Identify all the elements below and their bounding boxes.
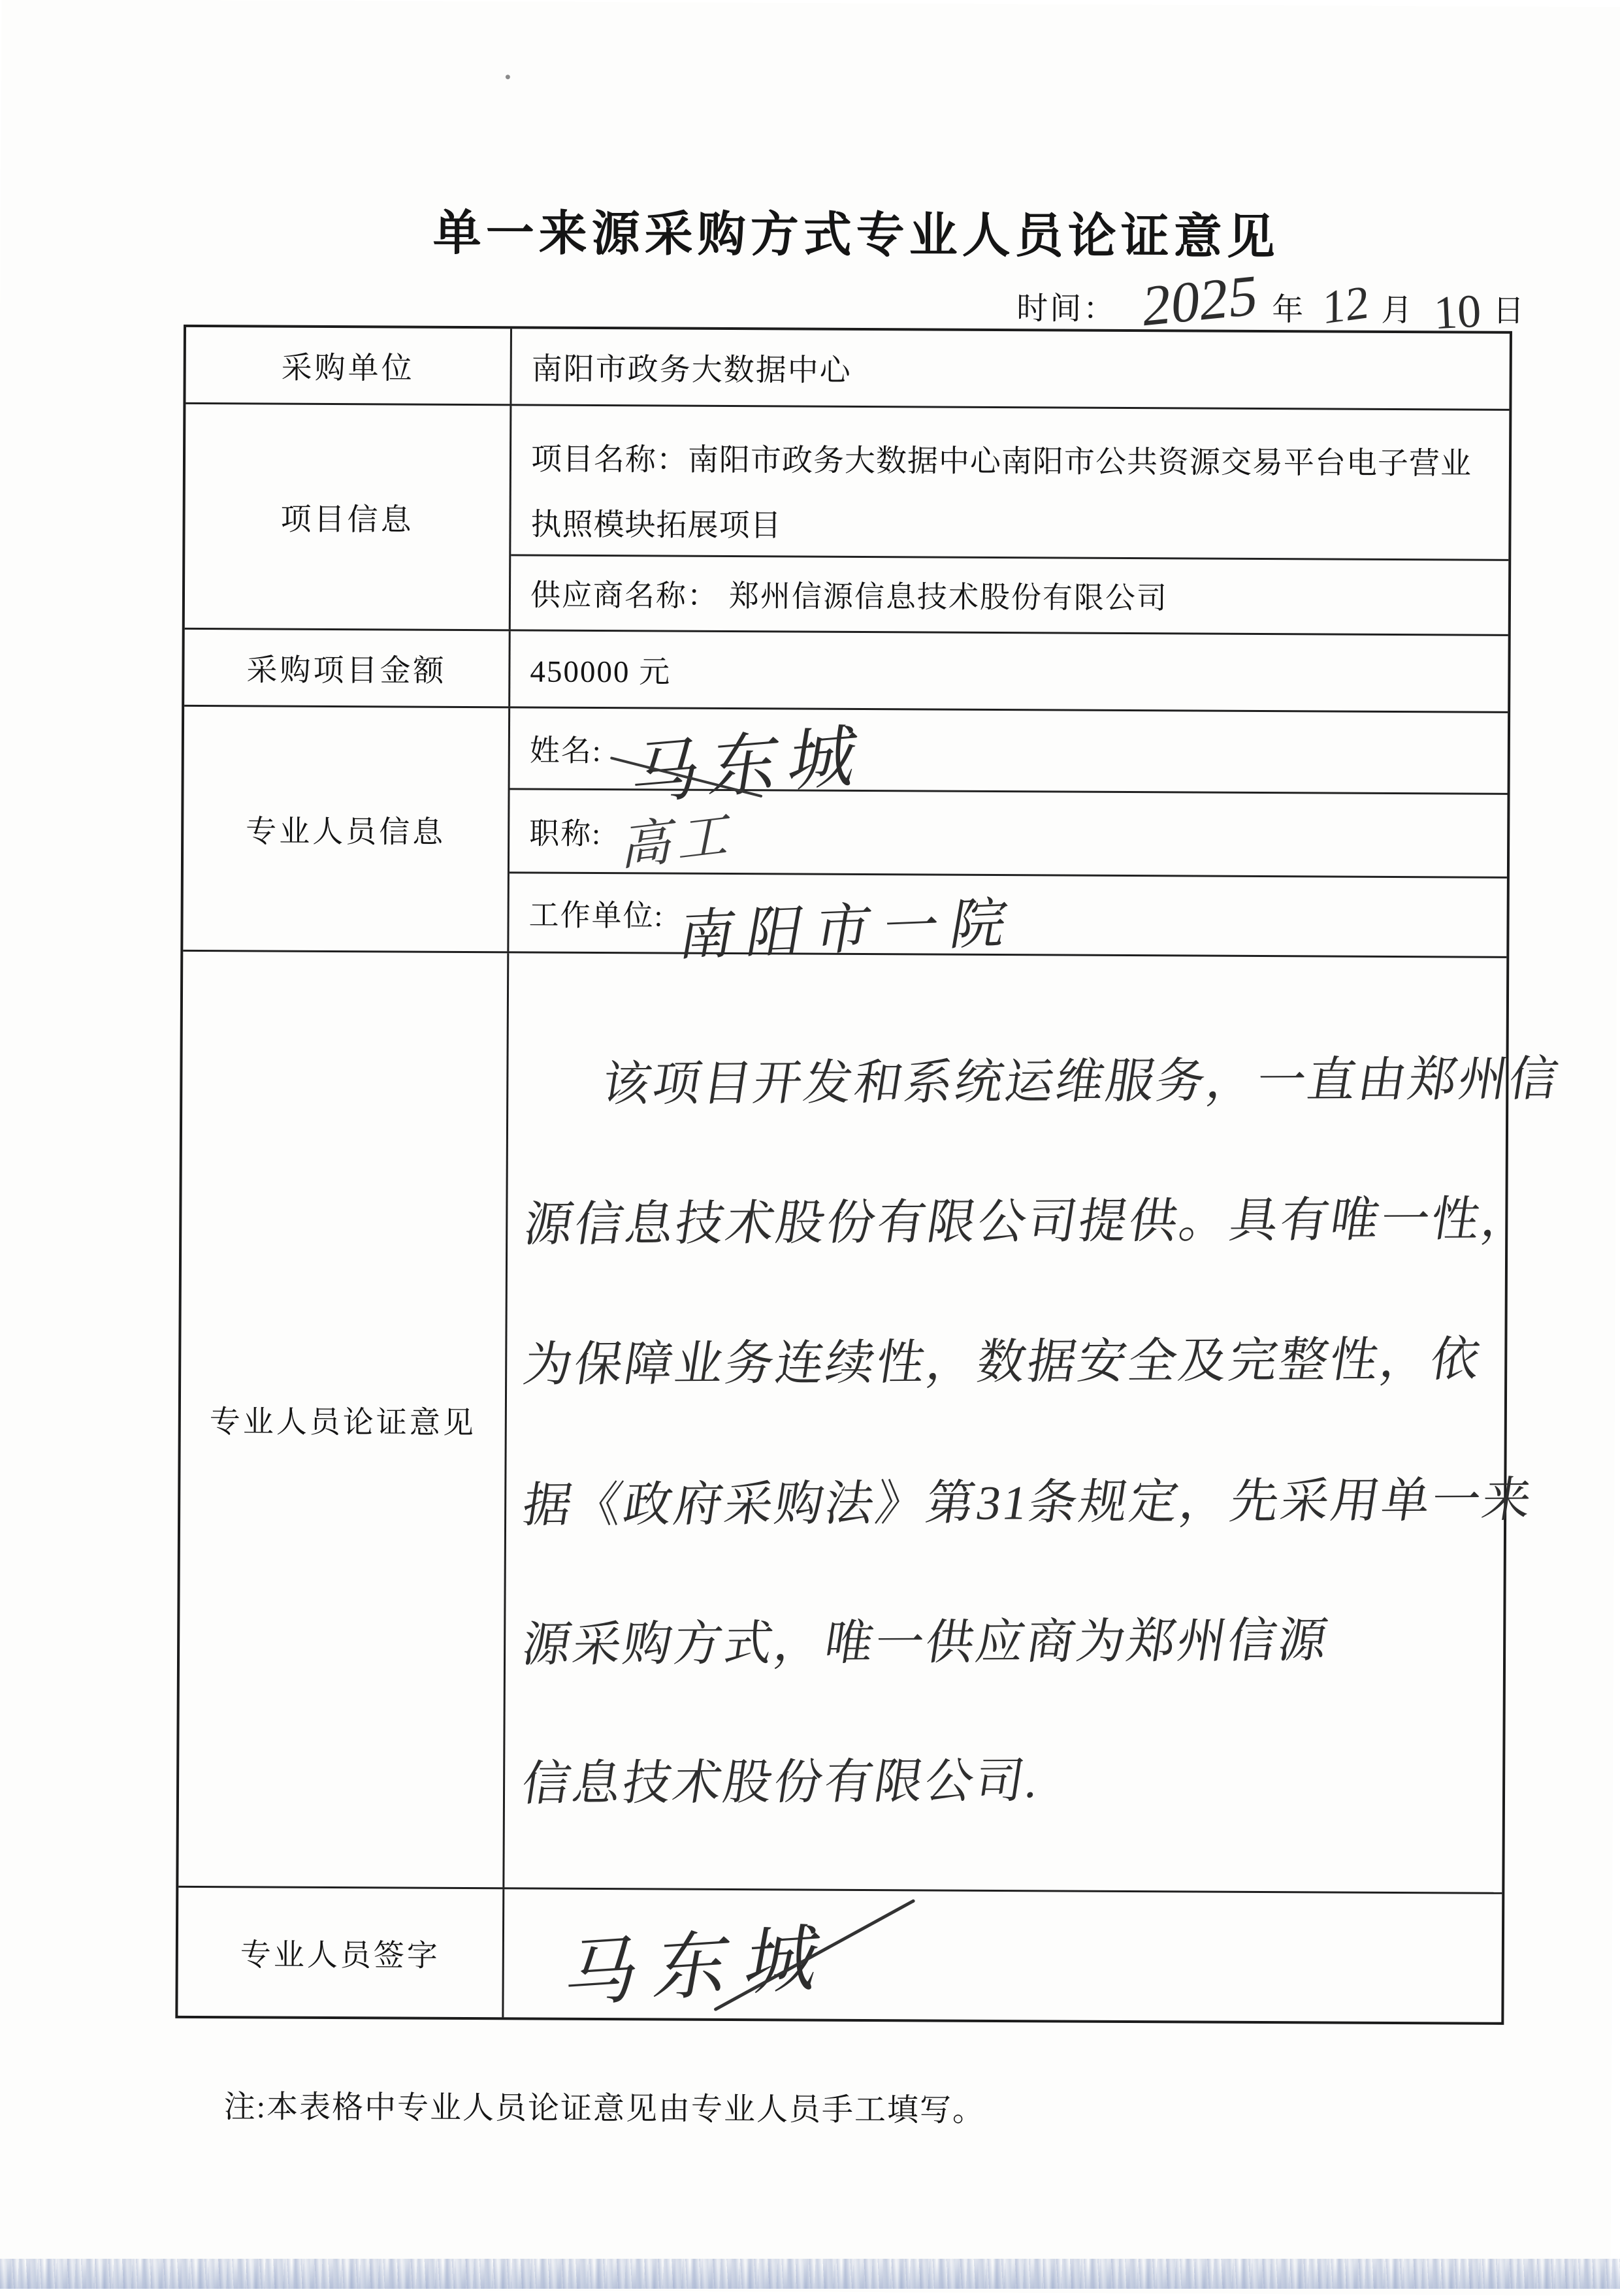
project-name-line2: 执照模块拓展项目 (530, 508, 782, 543)
table-row-opinion (178, 952, 1564, 1894)
opinion-line: 为保障业务连续性，数据安全及完整性，依 (519, 1333, 1485, 1392)
expert-info-value (509, 708, 1508, 967)
table-row-expert-info (183, 707, 1508, 967)
amount-label: 采购项目金额 (184, 630, 511, 706)
form-table (175, 325, 1564, 2025)
expert-title-subrow (510, 790, 1508, 878)
expert-unit-field-label: 工作单位: (528, 898, 664, 933)
table-row-purchasing-unit (186, 327, 1510, 411)
amount-value: 450000 元 (530, 655, 672, 690)
table-row-amount (184, 630, 1508, 713)
signature-label: 专业人员签字 (178, 1888, 504, 2017)
expert-unit-line (509, 873, 1507, 967)
opinion-label: 专业人员论证意见 (178, 952, 509, 1887)
date-label: 时间： (1016, 291, 1117, 327)
expert-name-handwritten: 马东城 (626, 717, 873, 814)
opinion-line: 源采购方式，唯一供应商为郑州信源 (518, 1613, 1333, 1672)
project-name-subrow (511, 406, 1509, 560)
expert-info-label: 专业人员信息 (183, 707, 510, 951)
scan-speck (506, 74, 510, 79)
supplier-subrow (511, 556, 1509, 634)
expert-name-subrow (510, 708, 1508, 814)
project-name-text (511, 406, 1509, 562)
purchasing-unit-label: 采购单位 (186, 327, 512, 404)
purchasing-unit-value: 南阳市政务大数据中心 (531, 352, 852, 388)
table-row-signature (178, 1888, 1502, 2022)
signature-handwritten: 马东城 (558, 1916, 843, 2017)
supplier-field-label: 供应商名称： (530, 578, 719, 613)
project-info-value (511, 406, 1510, 634)
opinion-line: 该项目开发和系统运维服务，一直由郑州信 (598, 1052, 1564, 1112)
opinion-line: 源信息技术股份有限公司提供。具有唯一性， (520, 1192, 1536, 1252)
date-day-suffix: 日 (1493, 293, 1527, 329)
project-info-label: 项目信息 (185, 404, 512, 629)
opinion-line: 信息技术股份有限公司. (518, 1754, 1045, 1811)
scan-noise-band (0, 2259, 1620, 2289)
expert-name-line (510, 708, 1508, 814)
expert-title-field-label: 职称: (529, 817, 602, 850)
supplier-line (511, 556, 1509, 634)
date-day-handwritten: 10 (1433, 284, 1483, 340)
opinion-line: 据《政府采购法》第31条规定，先采用单一来 (519, 1473, 1537, 1533)
date-year-suffix: 年 (1272, 293, 1306, 328)
table-row-project-info (185, 404, 1510, 636)
date-month-handwritten: 12 (1322, 275, 1370, 334)
date-month-suffix: 月 (1381, 293, 1415, 329)
expert-unit-handwritten: 南阳市一院 (674, 892, 1025, 967)
signature-cell (504, 1889, 1502, 2022)
date-line (1016, 263, 1527, 340)
expert-unit-subrow (509, 873, 1507, 967)
supplier-name: 郑州信源信息技术股份有限公司 (728, 579, 1169, 615)
date-year-handwritten: 2025 (1140, 263, 1260, 339)
opinion-handwriting-block (504, 953, 1564, 1892)
expert-title-line (510, 790, 1508, 876)
expert-name-field-label: 姓名: (529, 734, 602, 768)
project-name-field-label: 项目名称： (530, 442, 688, 477)
footer-note: 注:本表格中专业人员论证意见由专业人员手工填写。 (223, 2090, 986, 2128)
expert-title-handwritten: 高工 (618, 803, 744, 877)
page-title: 单一来源采购方式专业人员论证意见 (432, 205, 1280, 265)
project-name-line1: 南阳市政务大数据中心南阳市公共资源交易平台电子营业 (687, 443, 1472, 481)
